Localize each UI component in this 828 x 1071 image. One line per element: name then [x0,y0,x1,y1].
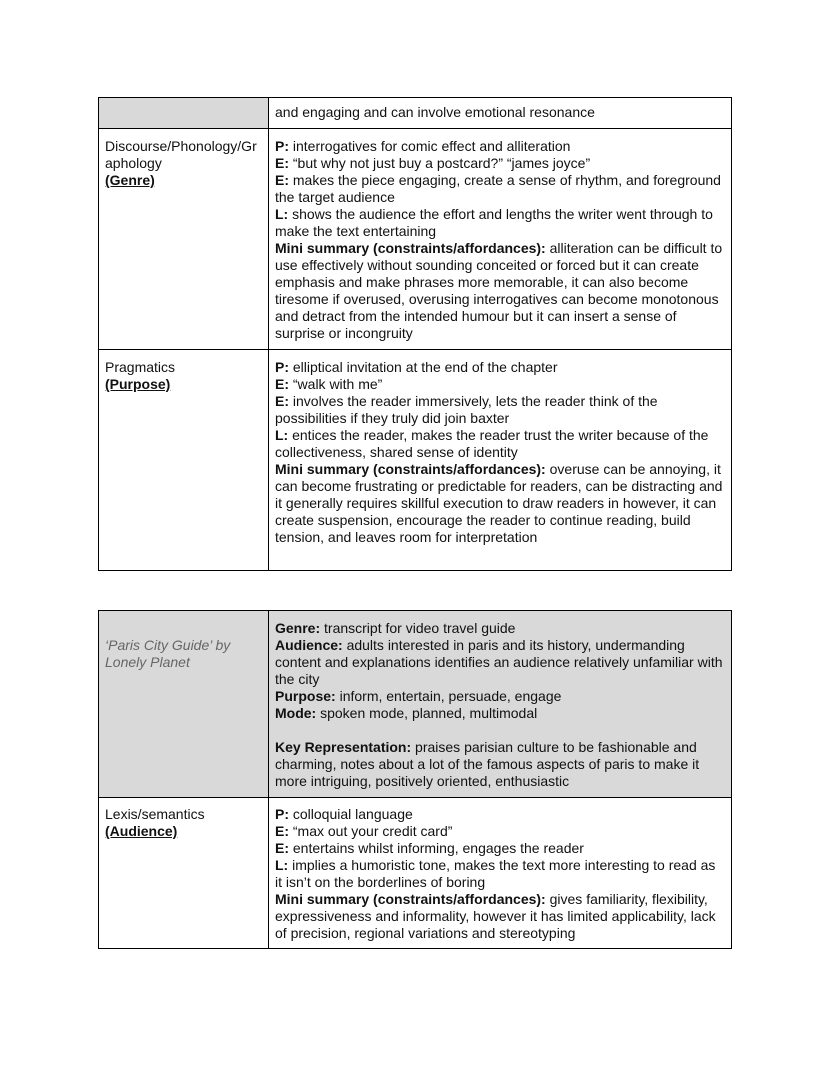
evidence-text: “max out your credit card” [292,823,453,839]
table-row [99,98,732,129]
evidence-text: “walk with me” [292,376,383,392]
key-representation-label: Key Representation: [275,739,412,755]
audience-label: Audience: [275,637,343,653]
table-row [99,798,732,949]
row-label-cell [99,798,269,949]
audience-text: adults interested in paris and its history, undermanding content and explanations identifies an audience relatively unfamiliar with the city [275,637,723,687]
point-text: colloquial language [292,806,413,822]
row-content-cell [269,98,732,129]
row-title: Lexis/semantics [105,806,205,822]
row-label-cell [99,611,269,798]
evidence-text: “but why not just buy a postcard?” “james joyce” [292,155,591,171]
evidence-label: E: [275,376,289,392]
blank-line [275,722,725,739]
table-row [99,129,732,350]
mini-summary-text: overuse can be annoying, it can become frustrating or predictable for readers, can be distracting and it generally requires skillful execution to draw readers in however, it can create suspension, encourage the reader to continue reading, build tension, and leaves room for interpretation [275,461,723,545]
point-label: P: [275,138,289,154]
row-title: Discourse/Phonology/Graphology [105,138,257,171]
point-text: interrogatives for comic effect and alliteration [292,138,571,154]
mini-summary-label: Mini summary (constraints/affordances): [275,461,546,477]
link-text: implies a humoristic tone, makes the text more interesting to read as it isn’t on the borderlines of boring [275,857,716,890]
link-label: L: [275,427,289,443]
genre-text: transcript for video travel guide [324,620,516,636]
table-row [99,611,732,798]
evidence-label: E: [275,155,289,171]
purpose-text: inform, entertain, persuade, engage [339,688,562,704]
link-label: L: [275,206,289,222]
link-text: shows the audience the effort and lengths the writer went through to make the text entertaining [275,206,713,239]
explain-label: E: [275,393,289,409]
link-text: entices the reader, makes the reader trust the writer because of the collectiveness, shared sense of identity [275,427,709,460]
row-label-cell [99,350,269,571]
explain-text: involves the reader immersively, lets the reader think of the possibilities if they truly did join baxter [275,393,658,426]
mode-text: spoken mode, planned, multimodal [320,705,538,721]
key-representation-text: praises parisian culture to be fashionable and charming, notes about a lot of the famous aspects of paris to make it more intriguing, positively oriented, enthusiastic [275,739,700,789]
row-label-cell [99,98,269,129]
row-tag: (Audience) [105,823,178,839]
continued-text: and engaging and can involve emotional resonance [275,104,595,120]
row-title: Pragmatics [105,359,176,375]
genre-label: Genre: [275,620,321,636]
row-tag: (Genre) [105,172,155,188]
point-label: P: [275,359,289,375]
text-source-title: ‘Paris City Guide’ by Lonely Planet [105,637,231,670]
analysis-table-1 [98,97,732,571]
table-row [99,350,732,571]
explain-text: makes the piece engaging, create a sense of rhythm, and foreground the target audience [275,172,721,205]
point-text: elliptical invitation at the end of the chapter [292,359,558,375]
row-content-cell [269,350,732,571]
row-content-cell [269,798,732,949]
mode-label: Mode: [275,705,317,721]
purpose-label: Purpose: [275,688,336,704]
row-content-cell [269,129,732,350]
evidence-label: E: [275,823,289,839]
explain-label: E: [275,840,289,856]
mini-summary-label: Mini summary (constraints/affordances): [275,891,546,907]
explain-text: entertains whilst informing, engages the reader [292,840,584,856]
row-tag: (Purpose) [105,376,171,392]
mini-summary-label: Mini summary (constraints/affordances): [275,240,546,256]
mini-summary-text: alliteration can be difficult to use effectively without sounding conceited or forced but it can create emphasis and make phrases more memorable, it can also become tiresome if overused, overusing interrogatives can become monotonous and detract from the intended humour but it can insert a sense of surprise or incongruity [275,240,723,341]
analysis-table-2 [98,610,732,949]
row-content-cell [269,611,732,798]
explain-label: E: [275,172,289,188]
link-label: L: [275,857,289,873]
row-label-cell [99,129,269,350]
mini-summary-text: gives familiarity, flexibility, expressiveness and informality, however it has limited applicability, lack of precision, regional variations and stereotyping [275,891,716,941]
point-label: P: [275,806,289,822]
